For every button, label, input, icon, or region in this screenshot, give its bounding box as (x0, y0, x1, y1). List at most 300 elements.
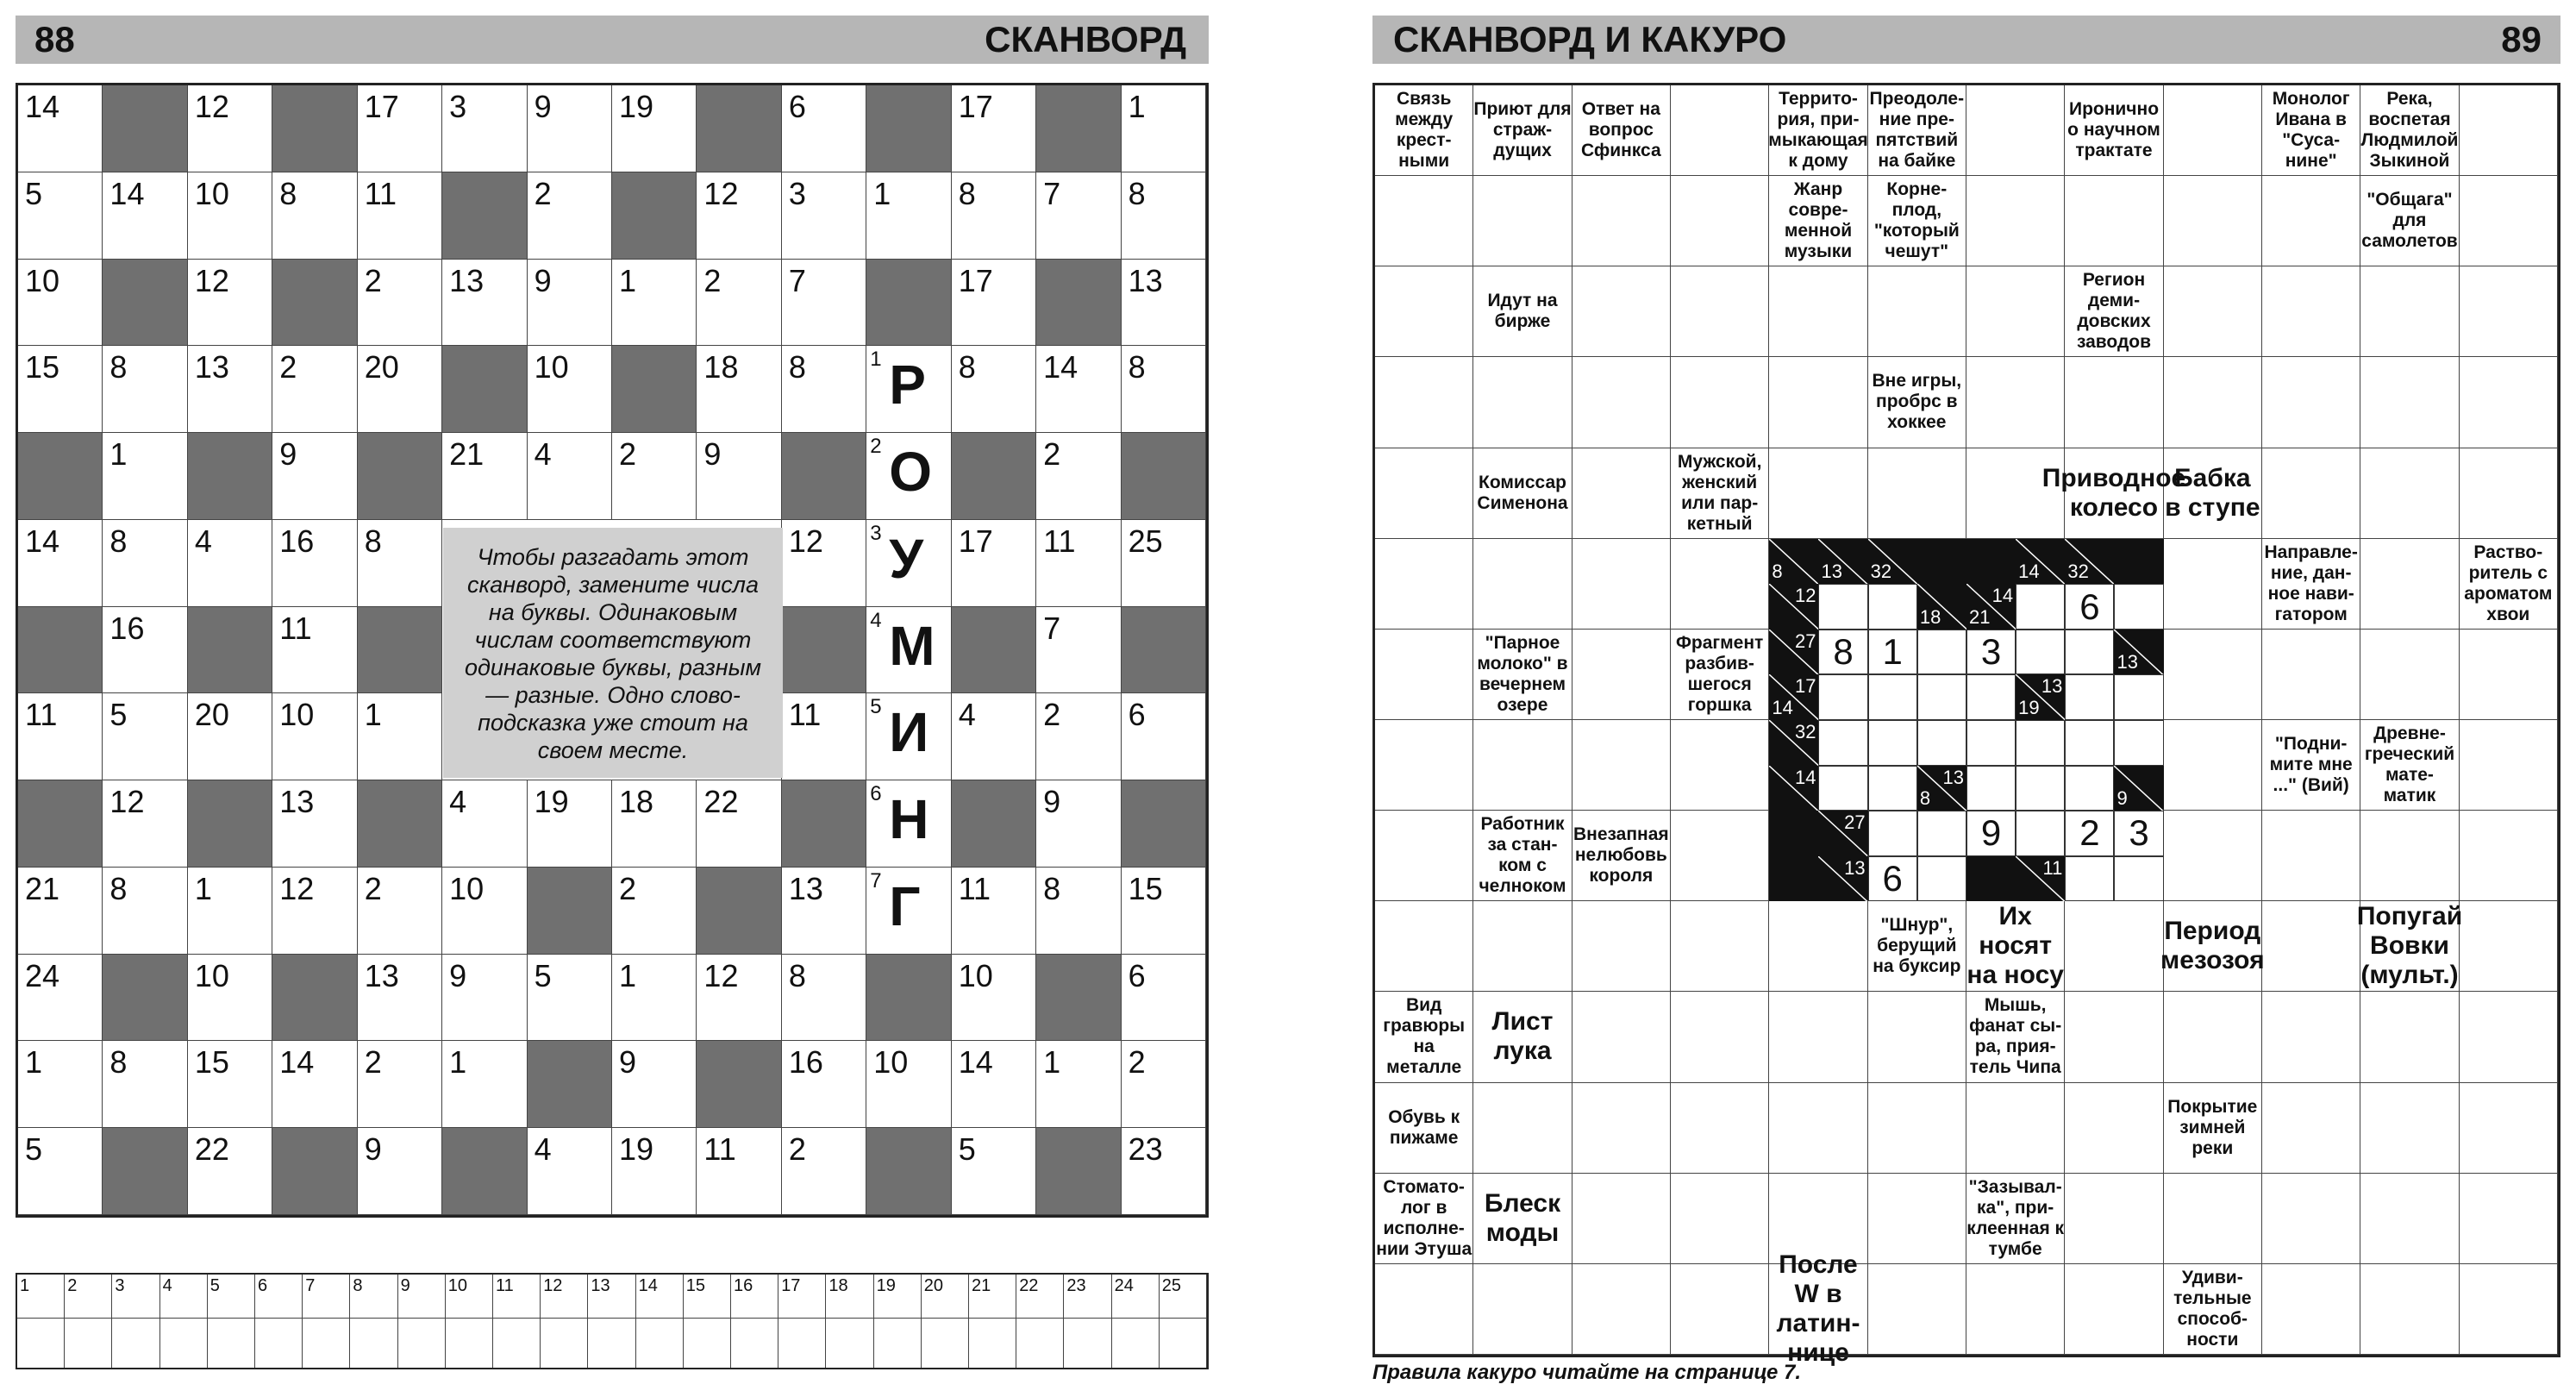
answer-cell[interactable] (1671, 539, 1769, 630)
answer-cell[interactable] (1473, 176, 1572, 266)
grid-cell[interactable] (1036, 520, 1121, 607)
grid-cell[interactable] (358, 260, 442, 347)
answer-cell[interactable] (1671, 992, 1769, 1082)
grid-cell[interactable] (612, 868, 697, 955)
grid-cell[interactable] (1122, 520, 1206, 607)
answer-cell[interactable] (2460, 992, 2558, 1082)
key-cell[interactable] (398, 1275, 446, 1368)
grid-cell[interactable] (272, 693, 357, 780)
kakuro-cell[interactable] (2016, 766, 2065, 811)
grid-cell[interactable] (18, 1041, 103, 1128)
kakuro-cell[interactable] (2065, 766, 2114, 811)
answer-cell[interactable] (2460, 811, 2558, 901)
answer-cell[interactable] (2360, 992, 2459, 1082)
kakuro-cell[interactable] (2065, 720, 2114, 766)
grid-cell[interactable] (272, 172, 357, 260)
answer-cell[interactable] (1572, 176, 1671, 266)
kakuro-cell[interactable] (1917, 720, 1966, 766)
grid-cell[interactable] (18, 85, 103, 172)
grid-cell[interactable] (188, 1041, 272, 1128)
answer-cell[interactable] (1375, 176, 1473, 266)
grid-cell[interactable] (697, 1128, 781, 1215)
grid-cell[interactable] (442, 433, 527, 520)
answer-cell[interactable] (2262, 1174, 2360, 1264)
answer-cell[interactable] (2360, 1083, 2459, 1174)
grid-cell[interactable] (782, 85, 866, 172)
grid-cell[interactable] (612, 260, 697, 347)
answer-cell[interactable] (2360, 630, 2459, 720)
grid-cell[interactable] (866, 693, 951, 780)
answer-cell[interactable] (1572, 1264, 1671, 1355)
kakuro-cell[interactable]: 3 (2114, 811, 2163, 856)
grid-cell[interactable] (18, 172, 103, 260)
grid-cell[interactable] (103, 433, 187, 520)
grid-cell[interactable] (697, 260, 781, 347)
key-cell[interactable] (255, 1275, 303, 1368)
grid-cell[interactable] (952, 868, 1036, 955)
answer-cell[interactable] (1868, 448, 1966, 539)
grid-cell[interactable] (528, 346, 612, 433)
kakuro-cell[interactable] (2065, 630, 2114, 675)
answer-cell[interactable] (1671, 1174, 1769, 1264)
grid-cell[interactable] (1122, 1128, 1206, 1215)
key-cell[interactable] (17, 1275, 65, 1368)
answer-cell[interactable] (1769, 992, 1867, 1082)
grid-cell[interactable] (952, 346, 1036, 433)
grid-cell[interactable] (272, 520, 357, 607)
kakuro-cell[interactable] (1966, 766, 2016, 811)
grid-cell[interactable] (528, 85, 612, 172)
grid-cell[interactable] (18, 520, 103, 607)
grid-cell[interactable] (866, 172, 951, 260)
grid-cell[interactable] (272, 780, 357, 868)
grid-cell[interactable] (442, 1041, 527, 1128)
grid-cell[interactable] (528, 955, 612, 1042)
grid-cell[interactable] (18, 346, 103, 433)
answer-cell[interactable] (1671, 901, 1769, 992)
answer-cell[interactable] (1966, 1264, 2065, 1355)
answer-cell[interactable] (1473, 357, 1572, 448)
key-cell[interactable] (65, 1275, 112, 1368)
kakuro-cell[interactable]: 8 (1818, 630, 1867, 675)
key-cell[interactable] (446, 1275, 493, 1368)
answer-cell[interactable] (2460, 176, 2558, 266)
answer-cell[interactable] (1868, 992, 1966, 1082)
answer-cell[interactable] (1473, 1264, 1572, 1355)
grid-cell[interactable] (358, 172, 442, 260)
answer-cell[interactable] (2262, 992, 2360, 1082)
grid-cell[interactable] (782, 693, 866, 780)
grid-cell[interactable] (188, 260, 272, 347)
answer-cell[interactable] (1769, 448, 1867, 539)
answer-cell[interactable] (1966, 266, 2065, 357)
grid-cell[interactable] (188, 520, 272, 607)
answer-cell[interactable] (2460, 448, 2558, 539)
grid-cell[interactable] (782, 1041, 866, 1128)
key-cell[interactable] (303, 1275, 350, 1368)
grid-cell[interactable] (782, 346, 866, 433)
answer-cell[interactable] (1572, 266, 1671, 357)
answer-cell[interactable] (1375, 266, 1473, 357)
answer-cell[interactable] (2065, 1083, 2163, 1174)
answer-cell[interactable] (1572, 630, 1671, 720)
grid-cell[interactable] (1036, 433, 1121, 520)
grid-cell[interactable] (1122, 85, 1206, 172)
answer-cell[interactable] (1868, 1174, 1966, 1264)
key-cell[interactable] (1016, 1275, 1064, 1368)
kakuro-cell[interactable] (1868, 811, 1917, 856)
answer-cell[interactable] (1375, 1264, 1473, 1355)
grid-cell[interactable] (272, 868, 357, 955)
answer-cell[interactable] (1375, 720, 1473, 811)
grid-cell[interactable] (188, 693, 272, 780)
kakuro-cell[interactable] (1868, 674, 1917, 720)
kakuro-cell[interactable] (1966, 720, 2016, 766)
grid-cell[interactable] (272, 346, 357, 433)
answer-cell[interactable] (1671, 811, 1769, 901)
answer-cell[interactable] (1375, 811, 1473, 901)
answer-cell[interactable] (2460, 85, 2558, 176)
key-cell[interactable] (636, 1275, 684, 1368)
grid-cell[interactable] (528, 172, 612, 260)
answer-cell[interactable] (1769, 1083, 1867, 1174)
key-cell[interactable] (684, 1275, 731, 1368)
key-cell[interactable] (112, 1275, 159, 1368)
grid-cell[interactable] (358, 1128, 442, 1215)
answer-cell[interactable] (2262, 448, 2360, 539)
kakuro-cell[interactable]: 1 (1868, 630, 1917, 675)
answer-cell[interactable] (2360, 539, 2459, 630)
grid-cell[interactable] (952, 260, 1036, 347)
grid-cell[interactable] (188, 85, 272, 172)
answer-cell[interactable] (2262, 811, 2360, 901)
grid-cell[interactable] (103, 693, 187, 780)
grid-cell[interactable] (866, 607, 951, 694)
key-cell[interactable] (350, 1275, 397, 1368)
grid-cell[interactable] (952, 1128, 1036, 1215)
answer-cell[interactable] (1375, 357, 1473, 448)
grid-cell[interactable] (612, 780, 697, 868)
kakuro-cell[interactable] (2114, 674, 2163, 720)
answer-cell[interactable] (1966, 1083, 2065, 1174)
kakuro-cell[interactable]: 6 (1868, 856, 1917, 902)
answer-cell[interactable] (1671, 720, 1769, 811)
grid-cell[interactable] (442, 780, 527, 868)
grid-cell[interactable] (866, 868, 951, 955)
key-cell[interactable] (922, 1275, 969, 1368)
answer-cell[interactable] (2262, 630, 2360, 720)
grid-cell[interactable] (358, 85, 442, 172)
answer-cell[interactable] (2262, 266, 2360, 357)
answer-cell[interactable] (2164, 357, 2262, 448)
answer-cell[interactable] (2460, 357, 2558, 448)
kakuro-cell[interactable] (1868, 766, 1917, 811)
grid-cell[interactable] (442, 955, 527, 1042)
kakuro-cell[interactable] (1917, 674, 1966, 720)
answer-cell[interactable] (1473, 720, 1572, 811)
answer-cell[interactable] (2460, 1264, 2558, 1355)
grid-cell[interactable] (1122, 1041, 1206, 1128)
kakuro-cell[interactable] (1818, 674, 1867, 720)
answer-cell[interactable] (2065, 1264, 2163, 1355)
key-cell[interactable] (541, 1275, 588, 1368)
grid-cell[interactable] (1036, 693, 1121, 780)
answer-cell[interactable] (2164, 85, 2262, 176)
key-cell[interactable] (160, 1275, 208, 1368)
answer-cell[interactable] (2065, 1174, 2163, 1264)
grid-cell[interactable] (442, 260, 527, 347)
answer-cell[interactable] (2360, 266, 2459, 357)
answer-cell[interactable] (1671, 85, 1769, 176)
grid-cell[interactable] (1036, 868, 1121, 955)
answer-cell[interactable] (2164, 720, 2262, 811)
grid-cell[interactable] (952, 520, 1036, 607)
kakuro-cell[interactable] (2114, 720, 2163, 766)
grid-cell[interactable] (528, 780, 612, 868)
grid-cell[interactable] (866, 780, 951, 868)
kakuro-cell[interactable]: 9 (1966, 811, 2016, 856)
grid-cell[interactable] (952, 172, 1036, 260)
answer-cell[interactable] (1375, 539, 1473, 630)
answer-cell[interactable] (1671, 1083, 1769, 1174)
key-cell[interactable] (826, 1275, 873, 1368)
grid-cell[interactable] (18, 955, 103, 1042)
grid-cell[interactable] (612, 1041, 697, 1128)
grid-cell[interactable] (782, 172, 866, 260)
grid-cell[interactable] (782, 868, 866, 955)
grid-cell[interactable] (697, 955, 781, 1042)
grid-cell[interactable] (612, 85, 697, 172)
answer-cell[interactable] (1572, 539, 1671, 630)
answer-cell[interactable] (2262, 1264, 2360, 1355)
grid-cell[interactable] (1036, 346, 1121, 433)
grid-cell[interactable] (1122, 260, 1206, 347)
grid-cell[interactable] (188, 172, 272, 260)
grid-cell[interactable] (442, 85, 527, 172)
answer-cell[interactable] (2164, 176, 2262, 266)
grid-cell[interactable] (18, 868, 103, 955)
grid-cell[interactable] (1122, 693, 1206, 780)
answer-cell[interactable] (2360, 1174, 2459, 1264)
grid-cell[interactable] (1122, 346, 1206, 433)
kakuro-cell[interactable] (1868, 720, 1917, 766)
answer-cell[interactable] (1966, 357, 2065, 448)
kakuro-cell[interactable] (2065, 674, 2114, 720)
answer-cell[interactable] (1572, 1083, 1671, 1174)
kakuro-cell[interactable] (1818, 584, 1867, 630)
grid-cell[interactable] (103, 607, 187, 694)
key-cell[interactable] (731, 1275, 778, 1368)
grid-cell[interactable] (442, 868, 527, 955)
grid-cell[interactable] (188, 868, 272, 955)
grid-cell[interactable] (528, 1128, 612, 1215)
grid-cell[interactable] (782, 260, 866, 347)
grid-cell[interactable] (612, 1128, 697, 1215)
grid-cell[interactable] (103, 868, 187, 955)
answer-cell[interactable] (2065, 992, 2163, 1082)
grid-cell[interactable] (272, 1041, 357, 1128)
grid-cell[interactable] (782, 1128, 866, 1215)
answer-cell[interactable] (2065, 176, 2163, 266)
grid-cell[interactable] (18, 693, 103, 780)
grid-cell[interactable] (1122, 172, 1206, 260)
answer-cell[interactable] (2460, 1174, 2558, 1264)
key-cell[interactable] (1064, 1275, 1111, 1368)
answer-cell[interactable] (2164, 539, 2262, 630)
answer-cell[interactable] (1473, 1083, 1572, 1174)
grid-cell[interactable] (358, 955, 442, 1042)
kakuro-cell[interactable] (1966, 674, 2016, 720)
answer-cell[interactable] (1572, 1174, 1671, 1264)
key-cell[interactable] (1160, 1275, 1207, 1368)
answer-cell[interactable] (1375, 630, 1473, 720)
kakuro-cell[interactable] (1818, 766, 1867, 811)
answer-cell[interactable] (1572, 448, 1671, 539)
answer-cell[interactable] (1671, 1264, 1769, 1355)
answer-cell[interactable] (1572, 357, 1671, 448)
kakuro-cell[interactable] (2016, 811, 2065, 856)
key-cell[interactable] (969, 1275, 1016, 1368)
grid-cell[interactable] (188, 955, 272, 1042)
answer-cell[interactable] (2262, 1083, 2360, 1174)
kakuro-cell[interactable] (1917, 630, 1966, 675)
answer-cell[interactable] (1671, 357, 1769, 448)
grid-cell[interactable] (1036, 172, 1121, 260)
grid-cell[interactable] (103, 172, 187, 260)
answer-cell[interactable] (2164, 1174, 2262, 1264)
answer-cell[interactable] (2460, 720, 2558, 811)
grid-cell[interactable] (1036, 1041, 1121, 1128)
kakuro-cell[interactable]: 3 (1966, 630, 2016, 675)
answer-cell[interactable] (1473, 539, 1572, 630)
grid-cell[interactable] (358, 520, 442, 607)
grid-cell[interactable] (528, 433, 612, 520)
kakuro-cell[interactable] (2016, 630, 2065, 675)
answer-cell[interactable] (1473, 901, 1572, 992)
answer-cell[interactable] (1966, 176, 2065, 266)
grid-cell[interactable] (272, 607, 357, 694)
kakuro-cell[interactable] (2065, 856, 2114, 902)
answer-cell[interactable] (2164, 811, 2262, 901)
answer-cell[interactable] (1375, 901, 1473, 992)
answer-cell[interactable] (2262, 901, 2360, 992)
grid-cell[interactable] (1036, 607, 1121, 694)
grid-cell[interactable] (697, 780, 781, 868)
grid-cell[interactable] (103, 780, 187, 868)
answer-cell[interactable] (1769, 357, 1867, 448)
grid-cell[interactable] (188, 1128, 272, 1215)
grid-cell[interactable] (612, 433, 697, 520)
answer-cell[interactable] (2360, 1264, 2459, 1355)
grid-cell[interactable] (952, 85, 1036, 172)
grid-cell[interactable] (18, 1128, 103, 1215)
kakuro-cell[interactable] (2016, 720, 2065, 766)
grid-cell[interactable] (952, 955, 1036, 1042)
kakuro-cell[interactable]: 6 (2065, 584, 2114, 630)
kakuro-cell[interactable] (2114, 856, 2163, 902)
answer-cell[interactable] (2262, 357, 2360, 448)
key-cell[interactable] (208, 1275, 255, 1368)
key-cell[interactable] (588, 1275, 635, 1368)
grid-cell[interactable] (952, 693, 1036, 780)
grid-cell[interactable] (1036, 780, 1121, 868)
answer-cell[interactable] (2065, 901, 2163, 992)
grid-cell[interactable] (866, 433, 951, 520)
grid-cell[interactable] (18, 260, 103, 347)
grid-cell[interactable] (528, 260, 612, 347)
key-cell[interactable] (874, 1275, 922, 1368)
grid-cell[interactable] (358, 346, 442, 433)
answer-cell[interactable] (1671, 266, 1769, 357)
answer-cell[interactable] (1966, 85, 2065, 176)
answer-cell[interactable] (2065, 357, 2163, 448)
kakuro-cell[interactable] (1868, 584, 1917, 630)
answer-cell[interactable] (2164, 266, 2262, 357)
grid-cell[interactable] (1122, 868, 1206, 955)
grid-cell[interactable] (782, 955, 866, 1042)
answer-cell[interactable] (2460, 901, 2558, 992)
kakuro-cell[interactable] (2114, 584, 2163, 630)
grid-cell[interactable] (188, 346, 272, 433)
answer-cell[interactable] (1769, 266, 1867, 357)
grid-cell[interactable] (1122, 955, 1206, 1042)
grid-cell[interactable] (866, 1041, 951, 1128)
grid-cell[interactable] (866, 346, 951, 433)
answer-cell[interactable] (1671, 176, 1769, 266)
answer-cell[interactable] (1769, 901, 1867, 992)
key-cell[interactable] (493, 1275, 541, 1368)
grid-cell[interactable] (952, 1041, 1036, 1128)
answer-cell[interactable] (2262, 176, 2360, 266)
answer-cell[interactable] (2360, 448, 2459, 539)
grid-cell[interactable] (358, 693, 442, 780)
key-cell[interactable] (778, 1275, 826, 1368)
kakuro-cell[interactable] (2016, 584, 2065, 630)
grid-cell[interactable] (103, 346, 187, 433)
answer-cell[interactable] (1572, 992, 1671, 1082)
answer-cell[interactable] (2460, 1083, 2558, 1174)
grid-cell[interactable] (103, 520, 187, 607)
grid-cell[interactable] (697, 346, 781, 433)
grid-cell[interactable] (103, 1041, 187, 1128)
grid-cell[interactable] (866, 520, 951, 607)
grid-cell[interactable] (697, 433, 781, 520)
grid-cell[interactable] (272, 433, 357, 520)
grid-cell[interactable] (782, 520, 866, 607)
answer-cell[interactable] (2460, 630, 2558, 720)
grid-cell[interactable] (697, 172, 781, 260)
grid-cell[interactable] (358, 1041, 442, 1128)
answer-cell[interactable] (1868, 1264, 1966, 1355)
kakuro-cell[interactable] (1917, 811, 1966, 856)
answer-cell[interactable] (2164, 992, 2262, 1082)
answer-cell[interactable] (2360, 811, 2459, 901)
answer-cell[interactable] (1868, 266, 1966, 357)
grid-cell[interactable] (358, 868, 442, 955)
answer-cell[interactable] (1868, 1083, 1966, 1174)
answer-cell[interactable] (2460, 266, 2558, 357)
kakuro-cell[interactable] (1818, 720, 1867, 766)
answer-cell[interactable] (1375, 448, 1473, 539)
answer-cell[interactable] (1572, 901, 1671, 992)
answer-cell[interactable] (2164, 630, 2262, 720)
answer-cell[interactable] (1572, 720, 1671, 811)
kakuro-cell[interactable]: 2 (2065, 811, 2114, 856)
answer-cell[interactable] (2360, 357, 2459, 448)
key-cell[interactable] (1112, 1275, 1160, 1368)
kakuro-cell[interactable] (1917, 856, 1966, 902)
grid-cell[interactable] (612, 955, 697, 1042)
